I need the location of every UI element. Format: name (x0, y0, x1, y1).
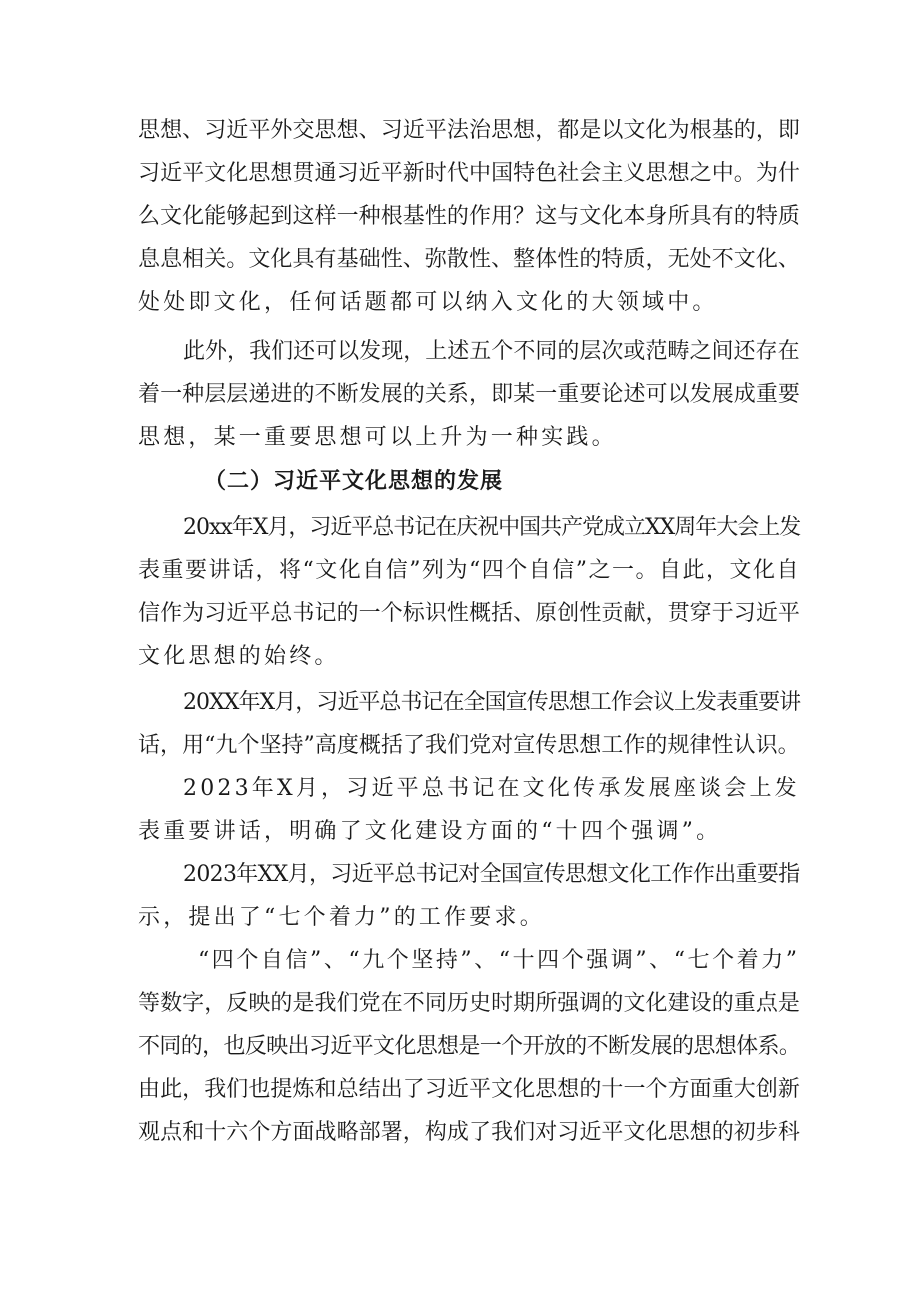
text-line-21: 等数字，反映的是我们党在不同历史时期所强调的文化建设的重点是 (138, 991, 801, 1016)
text-line-1: 思想、习近平外交思想、习近平法治思想，都是以文化为根基的，即 (138, 118, 801, 143)
text-line-23: 由此，我们也提炼和总结出了习近平文化思想的十一个方面重大创新 (138, 1077, 801, 1102)
text-line-16: 2023年X月，习近平总书记在文化传承发展座谈会上发 (183, 776, 800, 801)
text-line-11: 表重要讲话，将“文化自信”列为“四个自信”之一。自此，文化自 (138, 558, 800, 583)
text-line-2: 习近平文化思想贯通习近平新时代中国特色社会主义思想之中。为什 (138, 161, 801, 186)
text-line-13: 文化思想的始终。 (138, 644, 340, 669)
text-line-15: 话，用“九个坚持”高度概括了我们党对宣传思想工作的规律性认识。 (138, 733, 800, 758)
text-line-20: “四个自信”、“九个坚持”、“十四个强调”、“七个着力” (198, 948, 800, 973)
text-line-6: 此外，我们还可以发现，上述五个不同的层次或范畴之间还存在 (183, 339, 800, 364)
text-line-3: 么文化能够起到这样一种根基性的作用？这与文化本身所具有的特质 (138, 204, 801, 229)
text-line-24: 观点和十六个方面战略部署，构成了我们对习近平文化思想的初步科 (138, 1120, 801, 1145)
text-line-10: 20xx年X月，习近平总书记在庆祝中国共产党成立XX周年大会上发 (183, 515, 801, 540)
text-line-5: 处处即文化，任何话题都可以纳入文化的大领域中。 (138, 290, 718, 315)
text-line-22: 不同的，也反映出习近平文化思想是一个开放的不断发展的思想体系。 (138, 1034, 801, 1059)
text-line-12: 信作为习近平总书记的一个标识性概括、原创性贡献，贯穿于习近平 (138, 601, 801, 626)
text-line-19: 示，提出了“七个着力”的工作要求。 (138, 905, 545, 930)
section-heading: （二）习近平文化思想的发展 (204, 468, 504, 494)
text-line-18: 2023年XX月，习近平总书记对全国宣传思想文化工作作出重要指 (183, 862, 800, 887)
text-line-4: 息息相关。文化具有基础性、弥散性、整体性的特质，无处不文化、 (138, 247, 801, 272)
text-line-7: 着一种层层递进的不断发展的关系，即某一重要论述可以发展成重要 (138, 382, 801, 407)
text-line-14: 20XX年X月，习近平总书记在全国宣传思想工作会议上发表重要讲 (183, 690, 801, 715)
text-line-8: 思想，某一重要思想可以上升为一种实践。 (138, 425, 617, 450)
text-line-17: 表重要讲话，明确了文化建设方面的“十四个强调”。 (138, 819, 722, 844)
